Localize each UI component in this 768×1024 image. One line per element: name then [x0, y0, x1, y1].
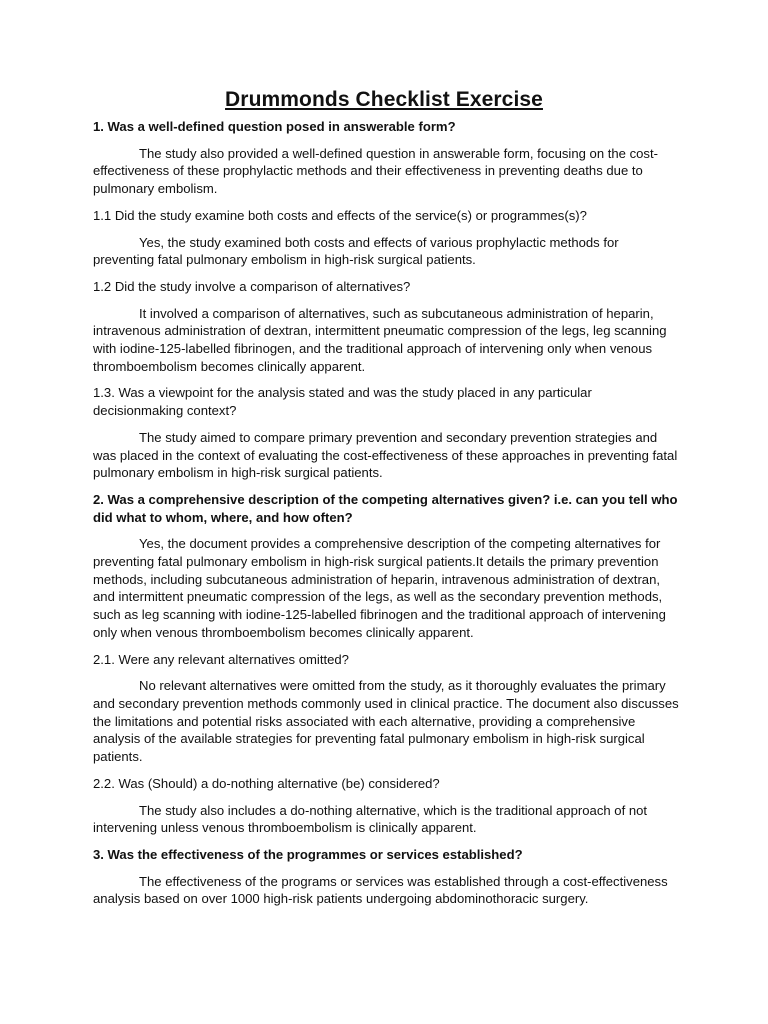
question-2-1: 2.1. Were any relevant alternatives omitted?	[93, 651, 349, 667]
answer-1-2: It involved a comparison of alternatives, such as subcutaneous administration of heparin, intravenous administration of dextran, intermittent pneumatic compression of the legs, leg scanning with iodine-125-labelled fibrinogen, and the traditional approach of intervening only when venous thromboembolism becomes clinically apparent.	[93, 305, 667, 374]
answer-1-3: The study aimed to compare primary prevention and secondary prevention strategies and was placed in the context of evaluating the cost-effectiveness of these approaches in preventing fatal pulmonary embolism in high-risk surgical patients.	[93, 429, 678, 481]
answer-3: The effectiveness of the programs or services was established through a cost-effectiveness analysis based on over 1000 high-risk patients undergoing abdominothoracic surgery.	[93, 873, 668, 907]
question-1-2: 1.2 Did the study involve a comparison of alternatives?	[93, 278, 411, 294]
question-1-3: 1.3. Was a viewpoint for the analysis stated and was the study placed in any particular decisionmaking context?	[93, 385, 592, 419]
question-1-1: 1.1 Did the study examine both costs and effects of the service(s) or programmes(s)?	[93, 207, 587, 223]
question-1: 1. Was a well-defined question posed in answerable form?	[93, 119, 456, 134]
question-3: 3. Was the effectiveness of the programmes or services established?	[93, 846, 523, 862]
answer-1: The study also provided a well-defined question in answerable form, focusing on the cost-effectiveness of these prophylactic methods and their effectiveness in preventing deaths due to pulmonary embolism.	[93, 145, 658, 197]
answer-2-2: The study also includes a do-nothing alternative, which is the traditional approach of not intervening unless venous thromboembolism is clinically apparent.	[93, 802, 648, 836]
answer-2-1: No relevant alternatives were omitted from the study, as it thoroughly evaluates the primary and secondary prevention methods commonly used in clinical practice. The document also discusses the limitations and potential risks associated with each alternative, providing a comprehensive analysis of the available strategies for preventing fatal pulmonary embolism in high-risk surgical patients.	[93, 678, 679, 765]
answer-1-1: Yes, the study examined both costs and effects of various prophylactic methods for preventing fatal pulmonary embolism in high-risk surgical patients.	[93, 234, 619, 268]
answer-2: Yes, the document provides a comprehensive description of the competing alternatives for preventing fatal pulmonary embolism in high-risk surgical patients.It details the primary prevention methods, including subcutaneous administration of heparin, intravenous administration of dextran, and intermittent pneumatic compression of the legs, as well as the secondary prevention methods, such as leg scanning with iodine-125-labelled fibrinogen and the traditional approach of intervening only when venous thromboembolism becomes clinically apparent.	[93, 536, 666, 640]
document-body	[93, 118, 679, 917]
question-2-2: 2.2. Was (Should) a do-nothing alternative (be) considered?	[93, 775, 440, 791]
question-2: 2. Was a comprehensive description of the competing alternatives given? i.e. can you tell who did what to whom, where, and how often?	[93, 491, 678, 525]
document-title: Drummonds Checklist Exercise	[225, 88, 543, 111]
